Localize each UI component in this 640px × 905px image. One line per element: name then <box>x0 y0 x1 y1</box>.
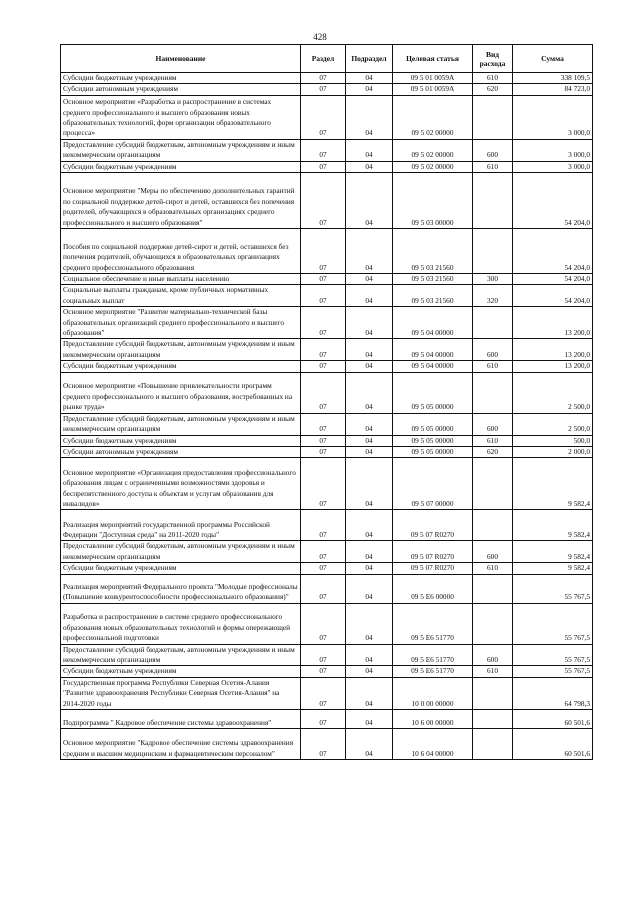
row-name: Основное мероприятие "Развитие материально-технической базы образовательных организаций среднего профессионального и высшего образования" <box>61 307 301 339</box>
table-row <box>61 307 593 339</box>
row-expense-type: 600 <box>473 541 513 563</box>
table-row <box>61 73 593 84</box>
row-expense-type: 610 <box>473 435 513 446</box>
row-target: 09 5 Е6 51770 <box>393 644 473 666</box>
row-section: 07 <box>301 84 346 95</box>
row-sum: 55 767,5 <box>513 644 593 666</box>
table-row <box>61 372 593 413</box>
row-subsection: 04 <box>346 339 393 361</box>
row-expense-type: 610 <box>473 666 513 677</box>
row-target: 09 5 01 0059А <box>393 84 473 95</box>
row-expense-type: 600 <box>473 339 513 361</box>
table-row <box>61 95 593 139</box>
row-name: Основное мероприятие "Кадровое обеспечение системы здравоохранения средним и высшим медицинским и фармацевтическим персоналом" <box>61 728 301 759</box>
header-subsection: Подраздел <box>346 45 393 73</box>
row-sum: 55 767,5 <box>513 603 593 644</box>
row-target: 09 5 03 21560 <box>393 285 473 307</box>
table-row <box>61 563 593 574</box>
table-row <box>61 458 593 510</box>
row-subsection: 04 <box>346 274 393 285</box>
row-name: Субсидии бюджетным учреждениям <box>61 563 301 574</box>
row-target: 09 5 07 R0270 <box>393 541 473 563</box>
table-row <box>61 666 593 677</box>
row-target: 10 6 00 00000 <box>393 709 473 728</box>
row-subsection: 04 <box>346 603 393 644</box>
row-expense-type: 610 <box>473 161 513 172</box>
row-subsection: 04 <box>346 458 393 510</box>
row-subsection: 04 <box>346 563 393 574</box>
table-row <box>61 709 593 728</box>
row-section: 07 <box>301 229 346 274</box>
row-name: Подпрограмма " Кадровое обеспечение системы здравоохранения" <box>61 709 301 728</box>
row-name: Субсидии бюджетным учреждениям <box>61 361 301 372</box>
row-section: 07 <box>301 361 346 372</box>
row-subsection: 04 <box>346 73 393 84</box>
row-subsection: 04 <box>346 372 393 413</box>
row-target: 09 5 07 R0270 <box>393 510 473 541</box>
row-target: 09 5 07 00000 <box>393 458 473 510</box>
row-expense-type: 300 <box>473 274 513 285</box>
row-expense-type: 620 <box>473 84 513 95</box>
row-name: Субсидии автономным учреждениям <box>61 446 301 457</box>
table-body <box>61 73 593 760</box>
row-section: 07 <box>301 666 346 677</box>
row-sum: 64 798,3 <box>513 677 593 709</box>
row-target: 10 0 00 00000 <box>393 677 473 709</box>
row-sum: 9 582,4 <box>513 563 593 574</box>
table-row <box>61 274 593 285</box>
row-target: 09 5 04 00000 <box>393 361 473 372</box>
row-expense-type <box>473 229 513 274</box>
row-sum: 9 582,4 <box>513 541 593 563</box>
row-subsection: 04 <box>346 173 393 229</box>
table-header-row <box>61 45 593 73</box>
row-section: 07 <box>301 95 346 139</box>
row-section: 07 <box>301 307 346 339</box>
row-subsection: 04 <box>346 574 393 603</box>
row-target: 10 6 04 00000 <box>393 728 473 759</box>
row-sum: 60 501,6 <box>513 709 593 728</box>
budget-table <box>60 44 593 760</box>
row-name: Социальные выплаты гражданам, кроме публичных нормативных социальных выплат <box>61 285 301 307</box>
row-expense-type: 610 <box>473 361 513 372</box>
row-expense-type: 600 <box>473 413 513 435</box>
table-row <box>61 435 593 446</box>
row-expense-type <box>473 510 513 541</box>
row-target: 09 5 05 00000 <box>393 446 473 457</box>
row-target: 09 5 05 00000 <box>393 413 473 435</box>
table-row <box>61 285 593 307</box>
row-sum: 54 204,0 <box>513 173 593 229</box>
row-sum: 54 204,0 <box>513 285 593 307</box>
row-name: Субсидии бюджетным учреждениям <box>61 666 301 677</box>
row-name: Субсидии бюджетным учреждениям <box>61 73 301 84</box>
row-expense-type: 620 <box>473 446 513 457</box>
row-name: Социальное обеспечение и иные выплаты населению <box>61 274 301 285</box>
row-section: 07 <box>301 285 346 307</box>
row-section: 07 <box>301 139 346 161</box>
table-row <box>61 603 593 644</box>
row-expense-type: 600 <box>473 644 513 666</box>
row-subsection: 04 <box>346 728 393 759</box>
row-target: 09 5 02 00000 <box>393 95 473 139</box>
row-sum: 60 501,6 <box>513 728 593 759</box>
row-sum: 13 200,0 <box>513 361 593 372</box>
row-name: Реализация мероприятий Федерального проекта "Молодые профессионалы (Повышение конкурентоспособности профессионального образования)" <box>61 574 301 603</box>
row-sum: 55 767,5 <box>513 666 593 677</box>
row-subsection: 04 <box>346 644 393 666</box>
row-subsection: 04 <box>346 95 393 139</box>
row-target: 09 5 Е6 00000 <box>393 574 473 603</box>
page-number: 428 <box>313 32 327 42</box>
row-sum: 13 200,0 <box>513 339 593 361</box>
row-section: 07 <box>301 709 346 728</box>
row-expense-type <box>473 677 513 709</box>
row-section: 07 <box>301 510 346 541</box>
row-sum: 3 000,0 <box>513 95 593 139</box>
row-subsection: 04 <box>346 307 393 339</box>
row-subsection: 04 <box>346 361 393 372</box>
table-row <box>61 510 593 541</box>
row-target: 09 5 05 00000 <box>393 372 473 413</box>
row-expense-type <box>473 574 513 603</box>
row-target: 09 5 02 00000 <box>393 139 473 161</box>
row-subsection: 04 <box>346 285 393 307</box>
row-name: Предоставление субсидий бюджетным, автономным учреждениям и иным некоммерческим организациям <box>61 541 301 563</box>
header-target: Целевая статья <box>393 45 473 73</box>
row-target: 09 5 04 00000 <box>393 339 473 361</box>
row-section: 07 <box>301 274 346 285</box>
row-name: Предоставление субсидий бюджетным, автономным учреждениям и иным некоммерческим организациям <box>61 644 301 666</box>
row-target: 09 5 03 21560 <box>393 229 473 274</box>
table-row <box>61 446 593 457</box>
row-subsection: 04 <box>346 541 393 563</box>
row-section: 07 <box>301 446 346 457</box>
row-sum: 2 000,0 <box>513 446 593 457</box>
row-name: Субсидии автономным учреждениям <box>61 84 301 95</box>
row-section: 07 <box>301 161 346 172</box>
row-sum: 13 200,0 <box>513 307 593 339</box>
row-sum: 84 723,0 <box>513 84 593 95</box>
table-row <box>61 574 593 603</box>
row-subsection: 04 <box>346 413 393 435</box>
header-expense-type: Вид расхода <box>473 45 513 73</box>
row-name: Основное мероприятие "Меры по обеспечению дополнительных гарантий по социальной поддержке детей-сирот и детей, оставшихся без попечения родителей, обучающихся в образовательных организациях среднего профессионального и высшего образования" <box>61 173 301 229</box>
table-row <box>61 339 593 361</box>
row-expense-type <box>473 603 513 644</box>
row-sum: 2 500,0 <box>513 372 593 413</box>
row-expense-type <box>473 173 513 229</box>
row-expense-type: 610 <box>473 563 513 574</box>
row-subsection: 04 <box>346 677 393 709</box>
row-subsection: 04 <box>346 139 393 161</box>
row-expense-type <box>473 458 513 510</box>
row-name: Предоставление субсидий бюджетным, автономным учреждениям и иным некоммерческим организациям <box>61 339 301 361</box>
table-row <box>61 413 593 435</box>
row-target: 09 5 Е6 51770 <box>393 666 473 677</box>
row-sum: 9 582,4 <box>513 458 593 510</box>
row-name: Разработка и распространение в системе среднего профессионального образования новых образовательных технологий и формы опережающей профессиональной подготовки <box>61 603 301 644</box>
table-row <box>61 644 593 666</box>
row-name: Предоставление субсидий бюджетным, автономным учреждениям и иным некоммерческим организациям <box>61 139 301 161</box>
row-sum: 2 500,0 <box>513 413 593 435</box>
header-sum: Сумма <box>513 45 593 73</box>
row-sum: 9 582,4 <box>513 510 593 541</box>
row-target: 09 5 01 0059А <box>393 73 473 84</box>
row-target: 09 5 03 00000 <box>393 173 473 229</box>
row-name: Субсидии бюджетным учреждениям <box>61 435 301 446</box>
row-expense-type <box>473 307 513 339</box>
row-target: 09 5 02 00000 <box>393 161 473 172</box>
row-section: 07 <box>301 541 346 563</box>
row-section: 07 <box>301 372 346 413</box>
row-sum: 54 204,0 <box>513 229 593 274</box>
row-section: 07 <box>301 644 346 666</box>
table-row <box>61 161 593 172</box>
table-row <box>61 677 593 709</box>
row-section: 07 <box>301 435 346 446</box>
row-expense-type: 600 <box>473 139 513 161</box>
row-section: 07 <box>301 173 346 229</box>
row-name: Субсидии бюджетным учреждениям <box>61 161 301 172</box>
row-target: 09 5 04 00000 <box>393 307 473 339</box>
table-row <box>61 361 593 372</box>
row-name: Основное мероприятие «Разработка и распространение в системах среднего профессионального и высшего образования новых образовательных технологий, форм организации образовательного процесса» <box>61 95 301 139</box>
row-sum: 500,0 <box>513 435 593 446</box>
table-row <box>61 728 593 759</box>
row-expense-type: 320 <box>473 285 513 307</box>
row-subsection: 04 <box>346 435 393 446</box>
table-row <box>61 541 593 563</box>
row-section: 07 <box>301 458 346 510</box>
row-section: 07 <box>301 73 346 84</box>
row-section: 07 <box>301 603 346 644</box>
header-section: Раздел <box>301 45 346 73</box>
row-expense-type <box>473 372 513 413</box>
table-row <box>61 229 593 274</box>
row-sum: 54 204,0 <box>513 274 593 285</box>
header-name: Наименование <box>61 45 301 73</box>
row-section: 07 <box>301 413 346 435</box>
row-subsection: 04 <box>346 84 393 95</box>
row-sum: 3 000,0 <box>513 139 593 161</box>
row-subsection: 04 <box>346 709 393 728</box>
row-sum: 338 109,5 <box>513 73 593 84</box>
row-section: 07 <box>301 728 346 759</box>
table-row <box>61 173 593 229</box>
row-name: Государственная программа Республики Северная Осетия-Алания "Развитие здравоохранения Республики Северная Осетия-Алания" на 2014-2020 годы <box>61 677 301 709</box>
row-subsection: 04 <box>346 161 393 172</box>
table-row <box>61 139 593 161</box>
row-subsection: 04 <box>346 446 393 457</box>
row-target: 09 5 03 21560 <box>393 274 473 285</box>
row-target: 09 5 07 R0270 <box>393 563 473 574</box>
row-subsection: 04 <box>346 510 393 541</box>
table-row <box>61 84 593 95</box>
row-name: Основное мероприятие «Организация предоставления профессионального образования лицам с ограниченными возможностями здоровья и беспрепятственного доступа к объектам и услугам образования для инвалидов» <box>61 458 301 510</box>
row-expense-type: 610 <box>473 73 513 84</box>
row-section: 07 <box>301 677 346 709</box>
row-name: Предоставление субсидий бюджетным, автономным учреждениям и иным некоммерческим организациям <box>61 413 301 435</box>
row-section: 07 <box>301 563 346 574</box>
row-expense-type <box>473 95 513 139</box>
row-target: 09 5 05 00000 <box>393 435 473 446</box>
row-subsection: 04 <box>346 666 393 677</box>
row-section: 07 <box>301 339 346 361</box>
row-sum: 55 767,5 <box>513 574 593 603</box>
row-expense-type <box>473 709 513 728</box>
row-target: 09 5 Е6 51770 <box>393 603 473 644</box>
row-section: 07 <box>301 574 346 603</box>
row-name: Реализация мероприятий государственной программы Российской Федерации "Доступная среда" на 2011-2020 годы" <box>61 510 301 541</box>
row-name: Основное мероприятие «Повышение привлекательности программ среднего профессионального и высшего образования, востребованных на рынке труда» <box>61 372 301 413</box>
row-name: Пособия по социальной поддержке детей-сирот и детей, оставшихся без попечения родителей, обучающихся в образовательных организациях среднего профессионального образования <box>61 229 301 274</box>
row-subsection: 04 <box>346 229 393 274</box>
row-expense-type <box>473 728 513 759</box>
row-sum: 3 000,0 <box>513 161 593 172</box>
